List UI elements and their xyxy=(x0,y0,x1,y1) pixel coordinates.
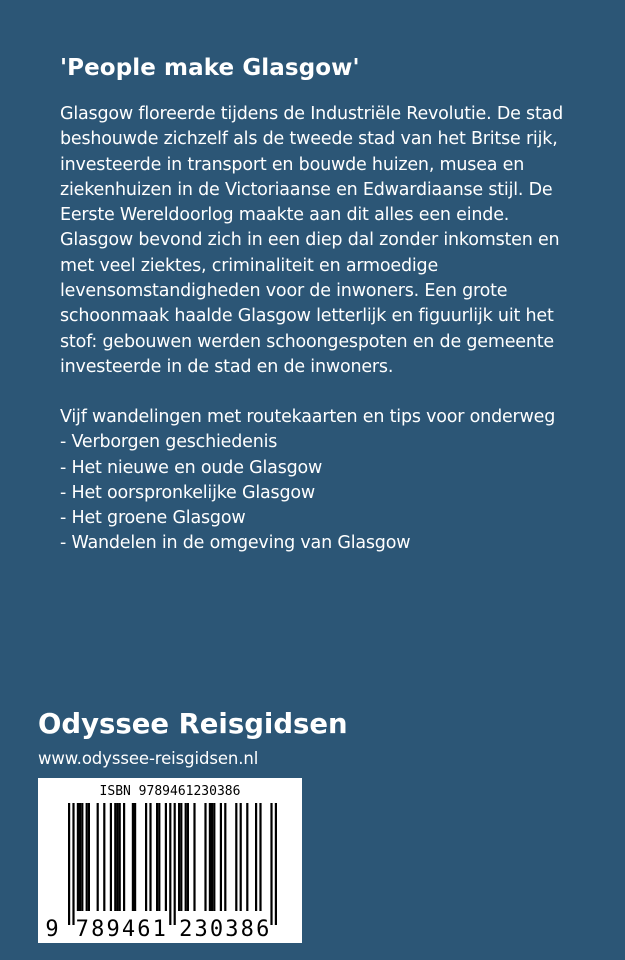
barcode-bar xyxy=(209,803,211,911)
barcode-bar xyxy=(158,803,160,911)
barcode-digit: 9 xyxy=(106,917,120,942)
walk-item: - Het oorspronkelijke Glasgow xyxy=(60,481,580,506)
barcode-bar xyxy=(169,803,171,925)
barcode-bar xyxy=(204,803,206,911)
walks-list xyxy=(60,430,580,556)
barcode-bar xyxy=(259,803,261,911)
barcode-bar xyxy=(149,803,151,911)
barcode-bar xyxy=(211,803,213,911)
barcode-bar xyxy=(165,803,167,911)
barcode-bar xyxy=(180,803,182,911)
barcode-bar xyxy=(132,803,134,911)
barcode-bar xyxy=(103,803,105,911)
walk-item: - Wandelen in de omgeving van Glasgow xyxy=(60,531,580,556)
barcode-digit: 6 xyxy=(256,917,270,942)
walk-item: - Het groene Glasgow xyxy=(60,506,580,531)
barcode-bar xyxy=(116,803,118,911)
barcode-bar xyxy=(213,803,215,911)
back-cover-description: Glasgow floreerde tijdens de Industriële Revolutie. De stad beshouwde zichzelf als de tweede stad van het Britse rijk, investeerde in transport en bouwde huizen, musea en ziekenhuizen in de Victoriaanse en Edwardiaanse stijl. De Eerste Wereldoorlog maakte aan dit alles een einde. Glasgow bevond zich in een diep dal zonder inkomsten en met veel ziektes, criminaliteit en armoedige levensomstandigheden voor de inwoners. Een grote schoonmaak haalde Glasgow letterlijk en figuurlijk uit het stof: gebouwen werden schoongespoten en de gemeente investeerde in de stad en de inwoners. xyxy=(60,104,564,377)
barcode-bar xyxy=(114,803,116,911)
barcode-digit: 0 xyxy=(209,917,224,942)
barcode-digit: 7 xyxy=(75,917,89,942)
walk-item: - Het nieuwe en oude Glasgow xyxy=(60,456,580,481)
barcode-bar xyxy=(119,803,121,911)
barcode-bar xyxy=(72,803,74,925)
book-title: 'People make Glasgow' xyxy=(60,55,360,81)
barcode-bar xyxy=(86,803,88,911)
barcode-digit: 4 xyxy=(121,917,136,942)
barcode-bar xyxy=(145,803,147,911)
barcode-bar xyxy=(185,803,187,911)
barcode-bar xyxy=(255,803,257,911)
barcode-bar xyxy=(68,803,70,925)
barcode-graphic xyxy=(38,778,302,943)
publisher-name: Odyssee Reisgidsen xyxy=(38,708,348,740)
walk-item: - Verborgen geschiedenis xyxy=(60,430,580,455)
barcode-digit: 1 xyxy=(152,917,166,942)
barcode-digit: 8 xyxy=(240,917,254,942)
barcode-digit: 2 xyxy=(179,917,193,942)
barcode-bar xyxy=(246,803,248,911)
barcode-bar xyxy=(270,803,272,925)
barcode-digit: 6 xyxy=(137,917,151,942)
barcode-bar xyxy=(88,803,90,911)
walks-section xyxy=(60,405,580,557)
barcode-bar xyxy=(178,803,180,911)
barcode-bar xyxy=(156,803,158,911)
barcode-bar xyxy=(187,803,189,911)
barcode-bar xyxy=(79,803,81,911)
barcode-bar xyxy=(275,803,277,925)
publisher-website: www.odyssee-reisgidsen.nl xyxy=(38,749,259,768)
barcode-digit: 3 xyxy=(225,917,239,942)
barcode-bar xyxy=(174,803,176,925)
barcode-digit: 3 xyxy=(194,917,208,942)
barcode-bar xyxy=(224,803,226,911)
barcode-digit: 9 xyxy=(45,917,59,942)
barcode-bar xyxy=(97,803,99,911)
barcode-bar xyxy=(220,803,222,911)
barcode-bar xyxy=(110,803,112,911)
isbn-barcode xyxy=(38,778,302,943)
barcode-bar xyxy=(235,803,237,911)
barcode-digit: 8 xyxy=(91,917,105,942)
barcode-bar xyxy=(240,803,242,911)
barcode-bar xyxy=(134,803,136,911)
barcode-bar xyxy=(77,803,79,911)
walks-intro: Vijf wandelingen met routekaarten en tips voor onderweg xyxy=(60,407,556,427)
isbn-label: ISBN 9789461230386 xyxy=(99,784,241,799)
barcode-bar xyxy=(81,803,83,911)
barcode-bar xyxy=(193,803,195,911)
barcode-bar xyxy=(123,803,125,911)
